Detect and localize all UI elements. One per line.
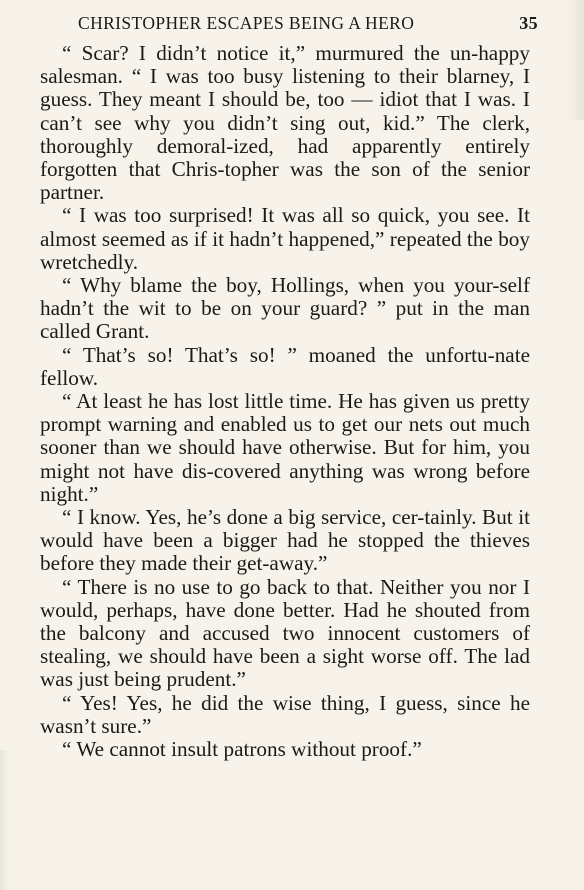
paragraph: “ I know. Yes, he’s done a big service, cer-tainly. But it would have been a bigger had he stopped the thieves before they made their get-away.”: [40, 505, 530, 576]
paragraph: “ That’s so! That’s so! ” moaned the unfortu-nate fellow.: [40, 342, 530, 390]
paragraph: “ I was too surprised! It was all so quick, you see. It almost seemed as if it hadn’t happened,” repeated the boy wretchedly.: [40, 203, 530, 274]
paragraph: “ Why blame the boy, Hollings, when you your-self hadn’t the wit to be on your guard? ” put in the man called Grant.: [40, 273, 530, 344]
body-text: [40, 42, 530, 761]
paragraph: “ At least he has lost little time. He has given us pretty prompt warning and enabled us to get our nets out much sooner than we should have otherwise. But for him, you might not have dis-covered anything was wrong before night.”: [40, 389, 530, 506]
running-title: CHRISTOPHER ESCAPES BEING A HERO: [78, 13, 415, 33]
paragraph: “ Scar? I didn’t notice it,” murmured the un-happy salesman. “ I was too busy listening to their blarney, I guess. They meant I should be, too — idiot that I was. I can’t see why you didn’t sing out, kid.” The clerk, thoroughly demoral-ized, had apparently entirely forgotten that Chris-topher was the son of the senior partner.: [40, 41, 530, 205]
page-edge-shading: [566, 0, 584, 120]
page-edge-shading-left: [0, 750, 10, 890]
running-header: [78, 10, 564, 38]
page-number: 35: [519, 13, 538, 33]
paragraph: “ Yes! Yes, he did the wise thing, I guess, since he wasn’t sure.”: [40, 690, 530, 738]
paragraph: “ We cannot insult patrons without proof.”: [62, 737, 422, 762]
paragraph: “ There is no use to go back to that. Neither you nor I would, perhaps, have done better. Had he shouted from the balcony and accused two innocent customers of stealing, we should have been a sight worse off. The lad was just being prudent.”: [40, 574, 530, 692]
